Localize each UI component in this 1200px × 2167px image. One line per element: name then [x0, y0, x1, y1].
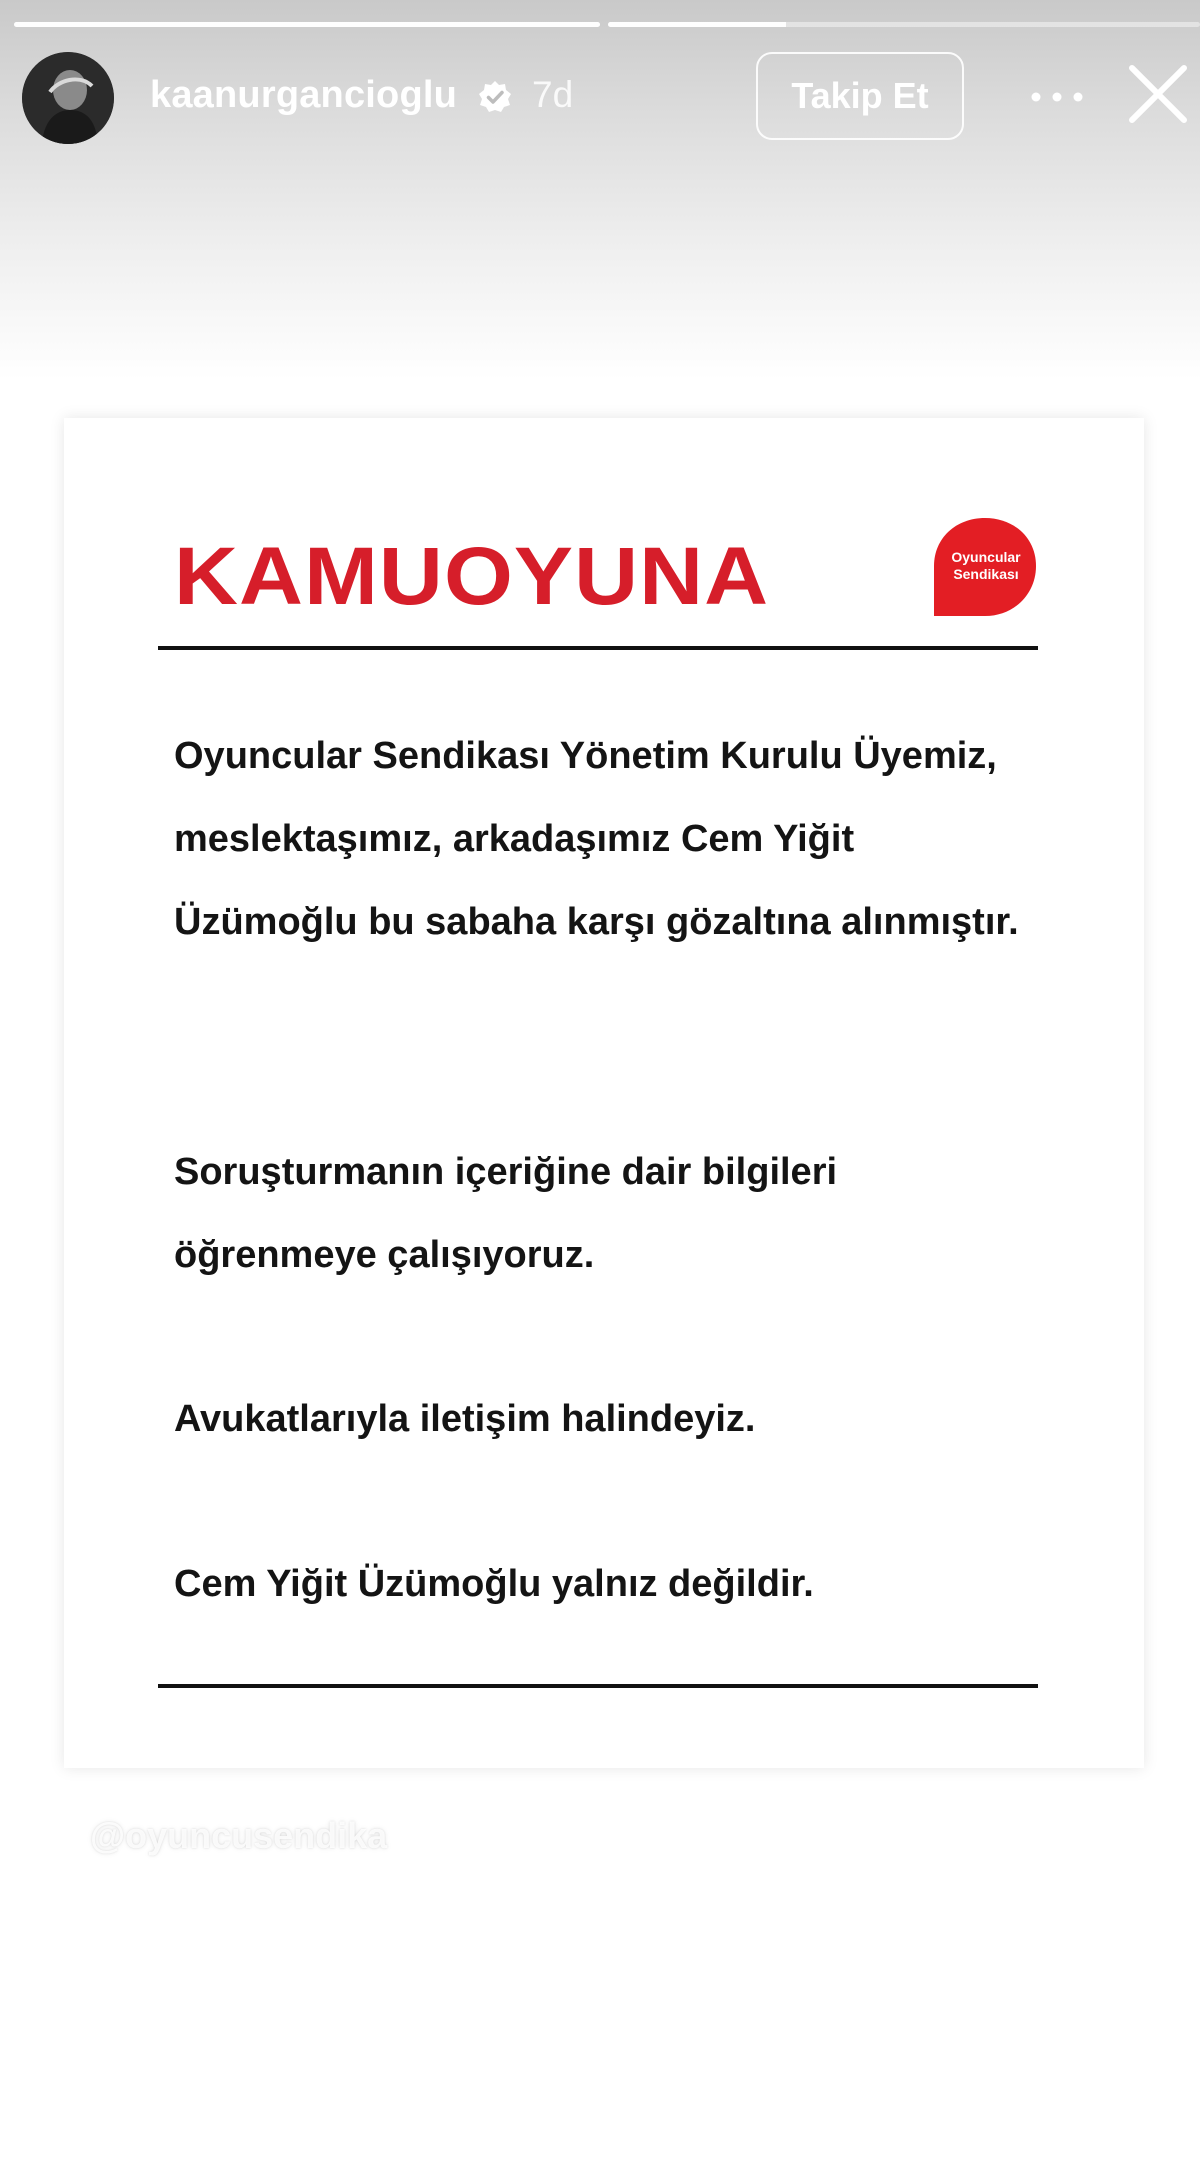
- paragraph-1: Oyuncular Sendikası Yönetim Kurulu Üyemiz, meslektaşımız, arkadaşımız Cem Yiğit Üzümoğlu bu sabaha karşı gözaltına alınmıştır.: [174, 735, 1019, 943]
- paragraph-2: Soruşturmanın içeriğine dair bilgileri öğrenmeye çalışıyoruz.: [174, 1151, 838, 1276]
- post-card: [64, 418, 1144, 1768]
- avatar-photo: [22, 52, 114, 144]
- story-header: [22, 50, 1192, 146]
- username[interactable]: kaanurgancioglu: [150, 74, 458, 116]
- paragraph-3: Avukatlarıyla iletişim halindeyiz.: [174, 1398, 756, 1440]
- close-icon[interactable]: [1126, 62, 1190, 126]
- progress-segment-2: [608, 22, 1200, 27]
- story-progress: [14, 22, 1200, 27]
- avatar[interactable]: [22, 52, 114, 144]
- follow-button[interactable]: Takip Et: [756, 52, 964, 140]
- progress-segment-1: [14, 22, 600, 27]
- logo-text-line2: Sendikası: [953, 566, 1019, 582]
- divider-top: [158, 646, 1038, 650]
- divider-bottom: [158, 1684, 1038, 1688]
- paragraph-4: Cem Yiğit Üzümoğlu yalnız değildir.: [174, 1563, 814, 1605]
- logo-text-line1: Oyuncular: [951, 549, 1021, 565]
- oyuncular-sendikasi-logo: [932, 516, 1038, 618]
- verified-badge-icon: [478, 80, 512, 114]
- post-title: KAMUOYUNA: [174, 531, 770, 622]
- post-age: 7d: [532, 74, 574, 115]
- more-options-icon[interactable]: [1022, 72, 1092, 122]
- mention-sticker[interactable]: @oyuncusendika: [90, 1815, 388, 1856]
